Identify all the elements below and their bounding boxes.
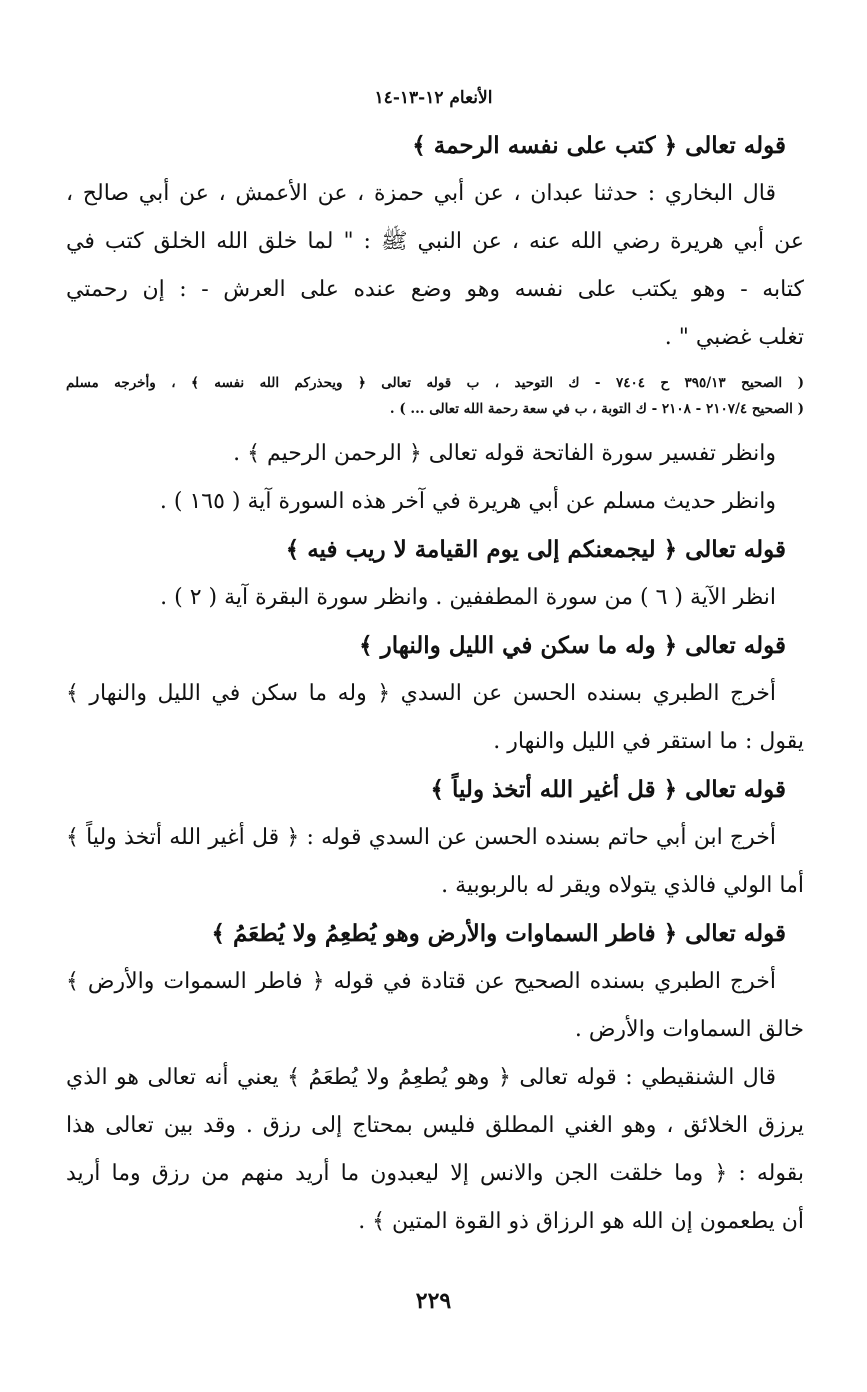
verse-heading: قوله تعالى ﴿ وله ما سكن في الليل والنهار ﴾ [359,632,786,659]
text-line: قال البخاري : حدثنا عبدان ، عن أبي حمزة ، عن الأعمش ، عن أبي صالح ، [66,181,776,206]
footnote-reference: ( الصحيح ٣٩٥/١٣ ح ٧٤٠٤ - ك التوحيد ، ب قوله تعالى ﴿ ويحذركم الله نفسه ﴾ ، وأخرجه مسلم [66,375,804,391]
verse-heading: قوله تعالى ﴿ ليجمعنكم إلى يوم القيامة لا ريب فيه ﴾ [285,536,786,563]
text-line: وانظر تفسير سورة الفاتحة قوله تعالى ﴿ الرحمن الرحيم ﴾ . [233,441,776,466]
verse-heading: قوله تعالى ﴿ قل أغير الله أتخذ ولياً ﴾ [430,776,786,803]
text-line: أخرج الطبري بسنده الحسن عن السدي ﴿ وله ما سكن في الليل والنهار ﴾ [66,681,776,706]
text-line: يرزق الخلائق ، وهو الغني المطلق فليس بمحتاج إلى رزق . وقد بين تعالى هذا [66,1113,804,1138]
text-line: بقوله : ﴿ وما خلقت الجن والانس إلا ليعبدون ما أريد منهم من رزق وما أريد [66,1161,804,1186]
page-number: ٢٢٩ [415,1288,452,1314]
text-line: أما الولي فالذي يتولاه ويقر له بالربوبية . [441,873,804,898]
text-line: أخرج ابن أبي حاتم بسنده الحسن عن السدي قوله : ﴿ قل أغير الله أتخذ ولياً ﴾ [66,825,776,850]
text-line: عن أبي هريرة رضي الله عنه ، عن النبي ﷺ : " لما خلق الله الخلق كتب في [66,229,804,254]
text-line: انظر الآية ( ٦ ) من سورة المطففين . وانظر سورة البقرة آية ( ٢ ) . [160,585,776,610]
text-line: أخرج الطبري بسنده الصحيح عن قتادة في قوله ﴿ فاطر السموات والأرض ﴾ [66,969,776,994]
running-header: الأنعام ١٢-١٣-١٤ [374,88,493,108]
verse-heading: قوله تعالى ﴿ فاطر السماوات والأرض وهو يُطعِمُ ولا يُطعَمُ ﴾ [211,920,786,947]
page-body [66,122,804,1246]
text-line: قال الشنقيطي : قوله تعالى ﴿ وهو يُطعِمُ ولا يُطعَمُ ﴾ يعني أنه تعالى هو الذي [66,1065,776,1090]
text-line: كتابه - وهو يكتب على نفسه وهو وضع عنده على العرش - : إن رحمتي [66,277,804,302]
text-line: يقول : ما استقر في الليل والنهار . [493,729,804,754]
text-line: وانظر حديث مسلم عن أبي هريرة في آخر هذه السورة آية ( ١٦٥ ) . [159,489,776,514]
text-line: تغلب غضبي " . [664,325,804,350]
text-line: خالق السماوات والأرض . [574,1017,804,1042]
footnote-reference: ( الصحيح ٢١٠٧/٤ - ٢١٠٨ - ك التوبة ، ب في سعة رحمة الله تعالى ... ) . [389,401,804,417]
verse-heading: قوله تعالى ﴿ كتب على نفسه الرحمة ﴾ [412,132,786,159]
text-line: أن يطعمون إن الله هو الرزاق ذو القوة المتين ﴾ . [358,1209,804,1234]
